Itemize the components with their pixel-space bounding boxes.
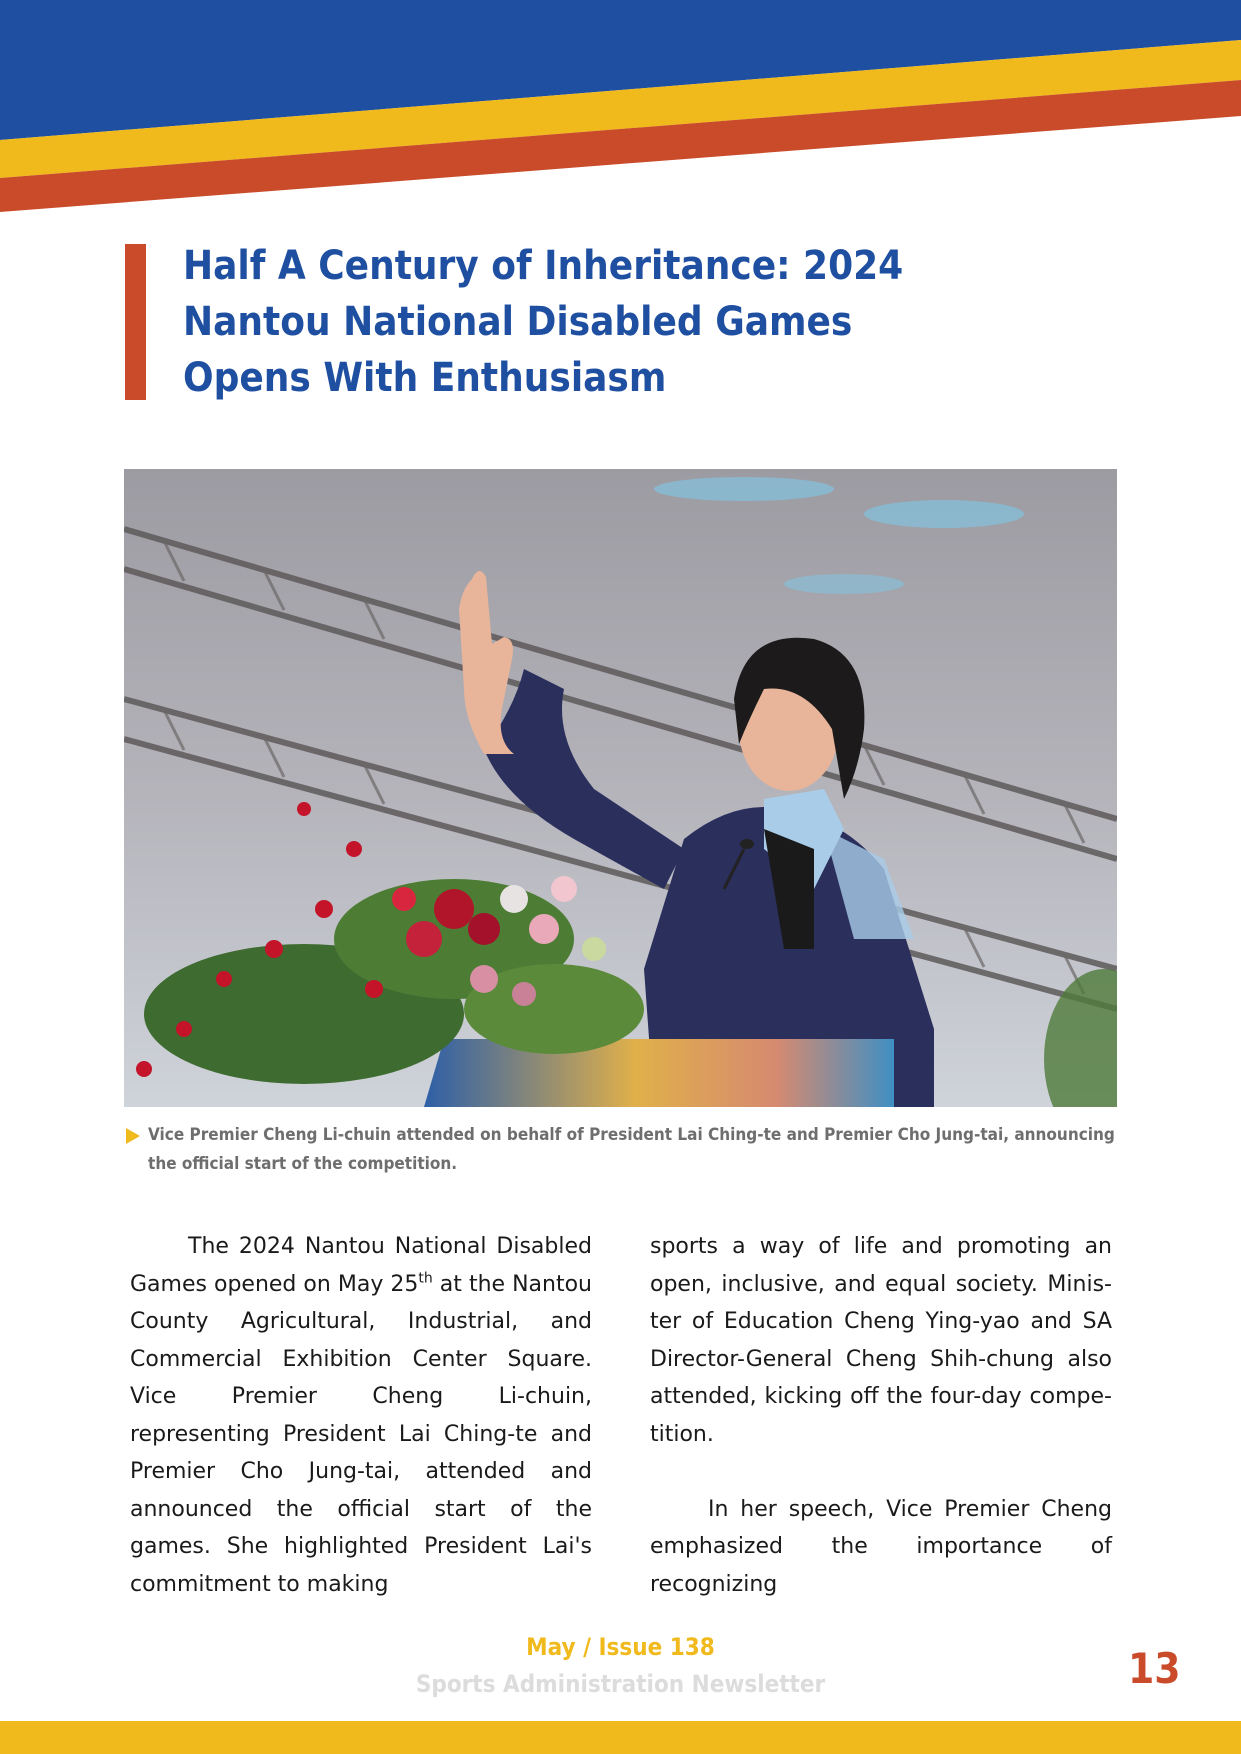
article-column-right (650, 1228, 1112, 1603)
title-line: Nantou National Disabled Games (183, 299, 853, 345)
caption-arrow-icon (126, 1128, 140, 1144)
article-column-left (130, 1228, 592, 1603)
title-line: Opens With Enthusiasm (183, 355, 667, 401)
footer-bar (0, 1721, 1241, 1754)
article-title (183, 238, 1003, 406)
page-number: 13 (1128, 1644, 1181, 1693)
paragraph-rest: at the Nantou County Agricultural, Industrial, and Commercial Exhibition Center Square. Vice Premier Cheng Li-chuin, representing President Lai Ching-te and Premier Cho Jung-tai, attended and announced the official start of the games. She highlighted President Lai's commitment to making (130, 1271, 592, 1597)
issue-label: May / Issue 138 (526, 1633, 715, 1661)
photo-caption: Vice Premier Cheng Li-chuin attended on behalf of President Lai Ching-te and Premier Cho Jung-tai, announcing the official start of the competition. (148, 1125, 1115, 1174)
photo-illustration (124, 469, 1117, 1107)
header-banner (0, 0, 1241, 220)
paragraph (130, 1228, 592, 1603)
article-photo (124, 469, 1117, 1107)
paragraph-lead: The 2024 Nantou National Disabled Games opened on May 25 (130, 1234, 592, 1297)
title-line: Half A Century of Inheritance: 2024 (183, 243, 904, 289)
paragraph: sports a way of life and promoting an open, inclusive, and equal society. Minister of Education Cheng Ying-yao and SA Director-General Cheng Shih-chung also attended, kicking off the four-day competition. (650, 1234, 1112, 1447)
publication-name: Sports Administration Newsletter (415, 1670, 826, 1698)
paragraph: In her speech, Vice Premier Cheng emphasized the importance of recognizing (650, 1496, 1112, 1597)
superscript: th (418, 1270, 433, 1287)
title-accent-bar (125, 244, 146, 400)
